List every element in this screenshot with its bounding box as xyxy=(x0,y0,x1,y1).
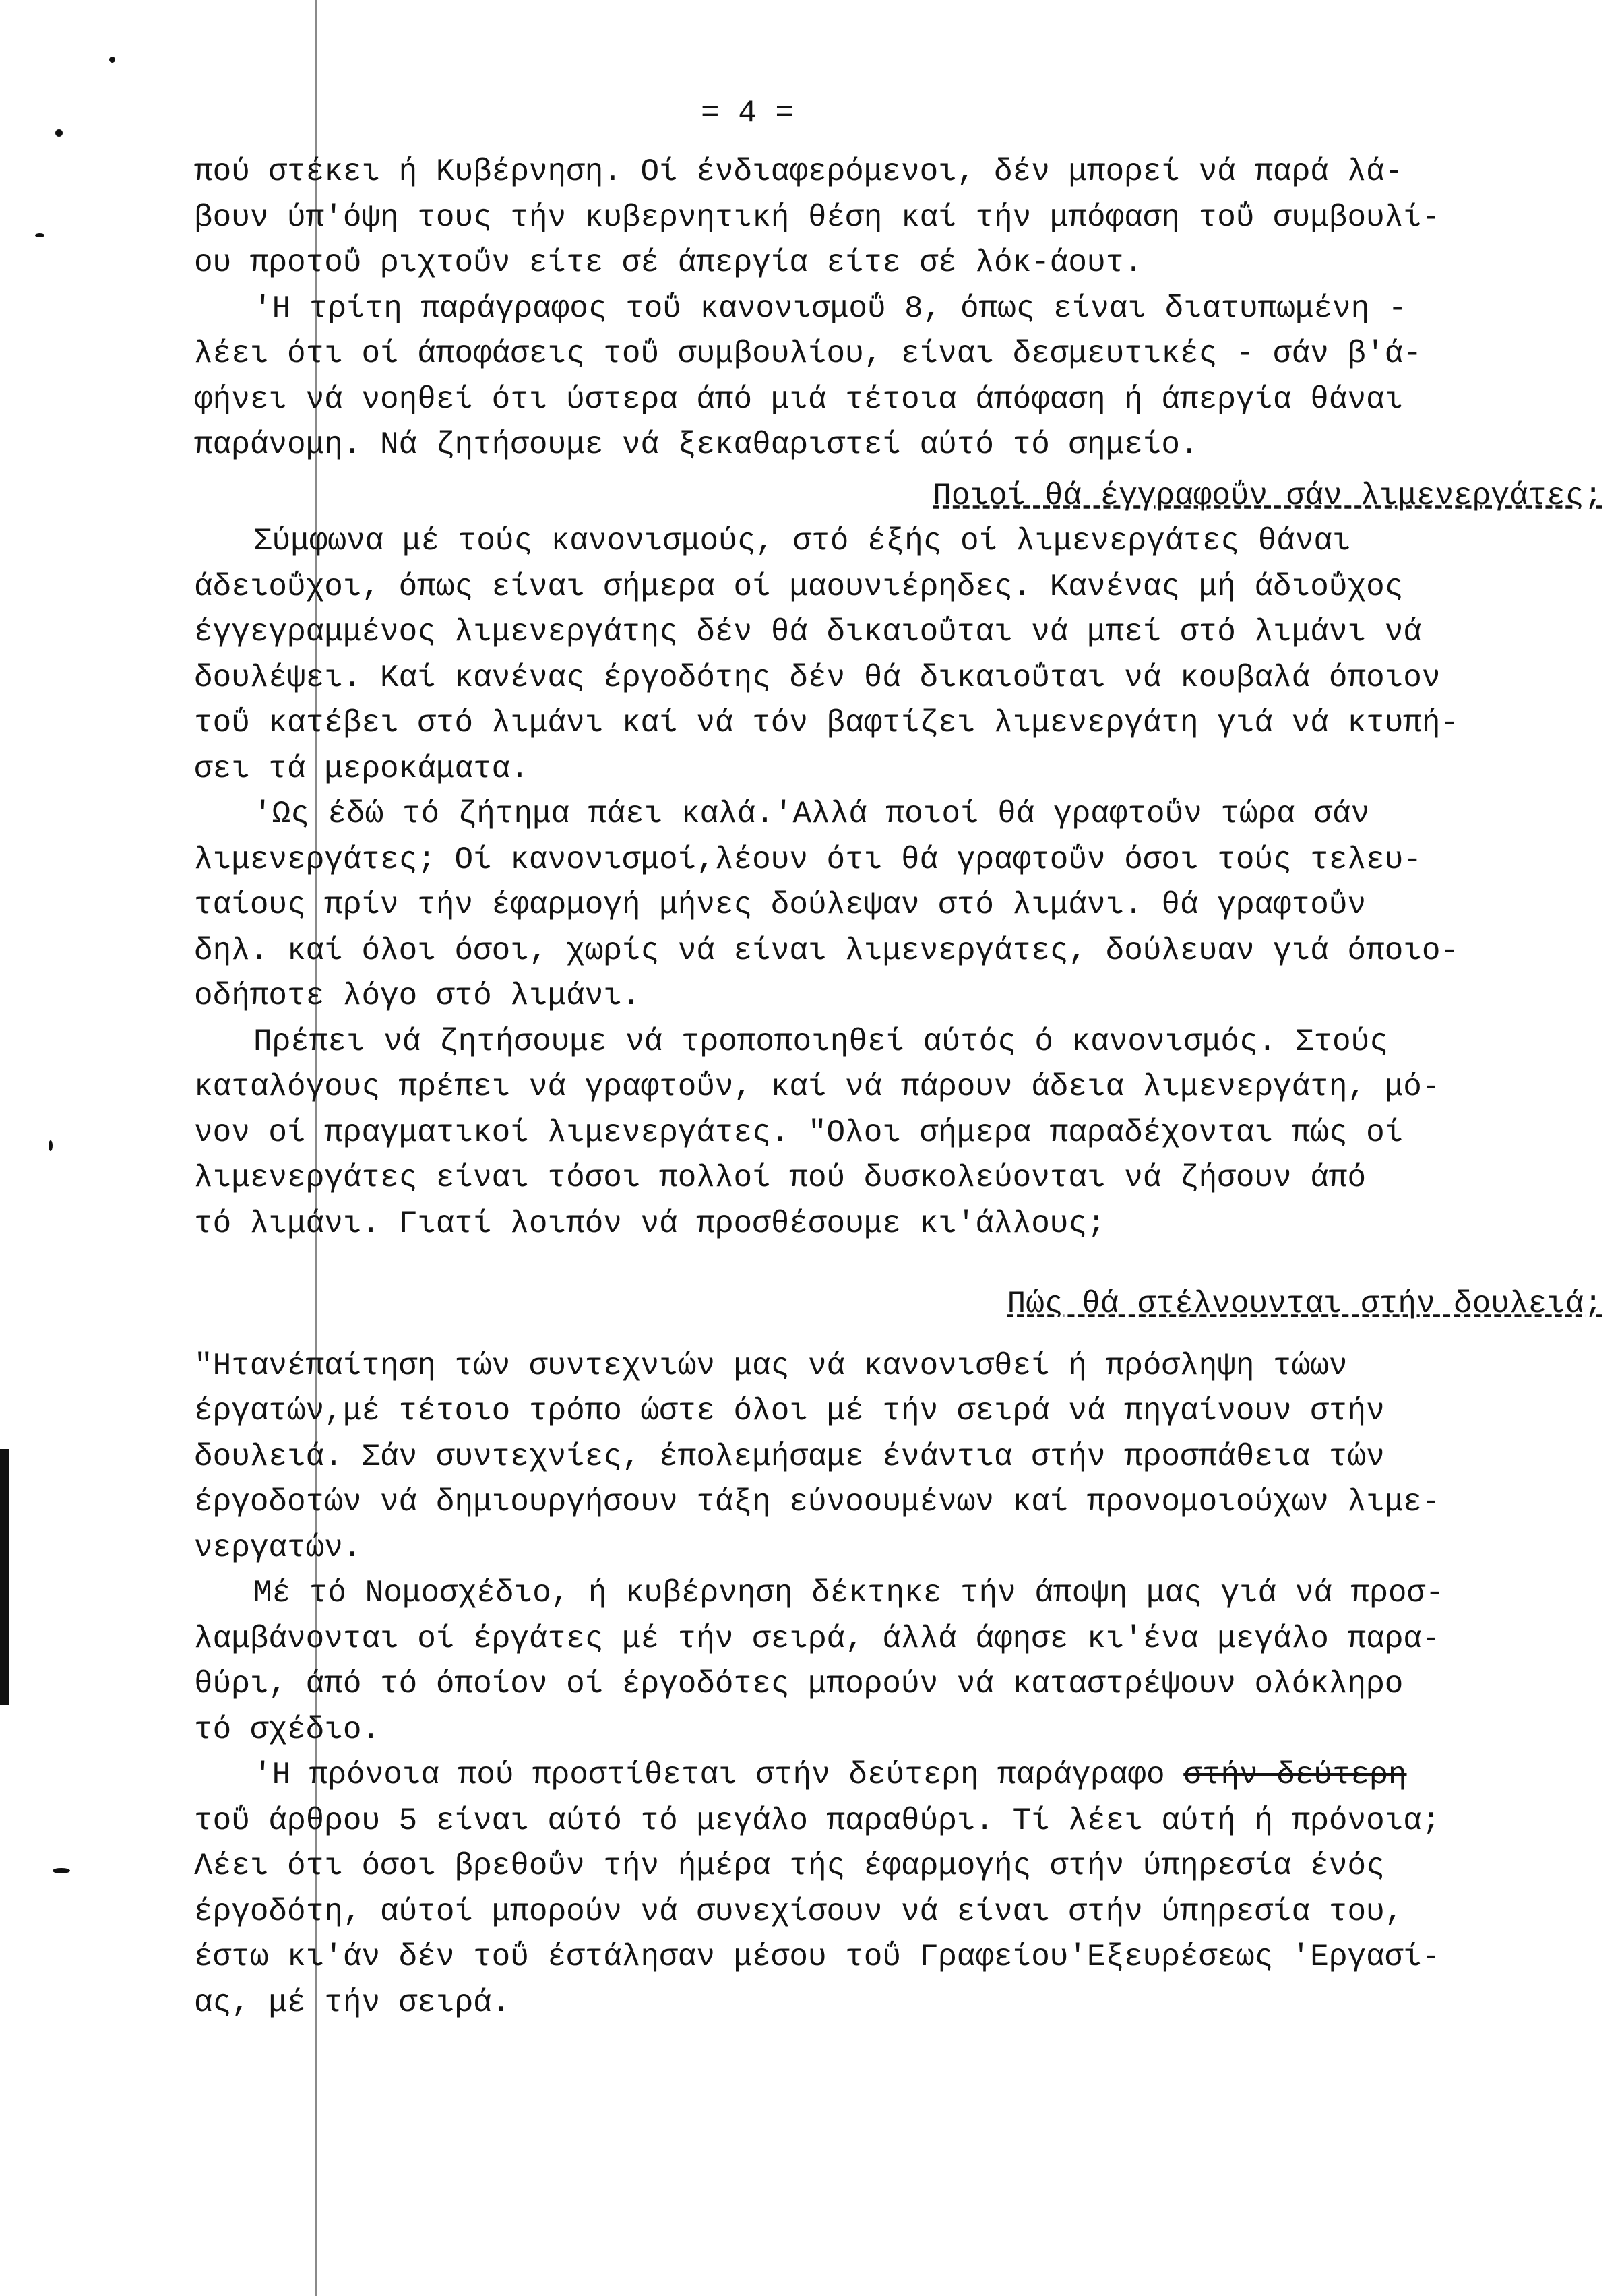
text-line: 'Ως έδώ τό ζήτημα πάει καλά.'Αλλά ποιοί θά γραφτοΰν τώρα σάν xyxy=(253,797,1370,832)
paragraph xyxy=(194,1571,1602,1753)
text-line: τοΰ κατέβει στό λιμάνι καί νά τόν βαφτίζει λιμενεργάτη γιά νά κτυπή- xyxy=(194,706,1460,741)
text-line: λιμενεργάτες; Οί κανονισμοί,λέουν ότι θά γραφτοΰν όσοι τούς τελευ- xyxy=(194,842,1422,877)
scan-speck xyxy=(49,1140,53,1151)
scan-speck xyxy=(109,57,115,63)
paragraph xyxy=(194,1344,1602,1572)
text-line: λιμενεργάτες είναι τόσοι πολλοί πού δυσκολεύονται νά ζήσουν άπό xyxy=(194,1160,1367,1196)
paragraph xyxy=(194,519,1602,792)
paragraph xyxy=(194,1753,1602,2026)
scan-speck xyxy=(55,129,63,137)
text-line: έργοδότη, αύτοί μπορούν νά συνεχίσουν νά είναι στήν ύπηρεσία του, xyxy=(194,1894,1404,1929)
text-line: έργοδοτών νά δημιουργήσουν τάξη εύνοουμένων καί προνομοιούχων λιμε- xyxy=(194,1485,1441,1520)
text-line: τό σχέδιο. xyxy=(194,1712,381,1747)
text-line: τοΰ άρθρου 5 είναι αύτό τό μεγάλο παραθύρι. Τί λέει αύτή ή πρόνοια; xyxy=(194,1803,1441,1838)
text-segment: 'Η πρόνοια πού προστίθεται στήν δεύτερη παράγραφο xyxy=(253,1758,1165,1793)
text-line: άδειοΰχοι, όπως είναι σήμερα οί μαουνιέρηδες. Κανένας μή άδιοΰχος xyxy=(194,569,1404,604)
text-line: βουν ύπ'όψη τους τήν κυβερνητική θέση καί τήν μπόφαση τοΰ συμβουλί- xyxy=(194,199,1441,235)
paragraph xyxy=(194,286,1602,468)
scan-speck xyxy=(53,1868,70,1873)
text-line: φήνει νά νοηθεί ότι ύστερα άπό μιά τέτοια άπόφαση ή άπεργία θάναι xyxy=(194,381,1404,417)
text-line: δηλ. καί όλοι όσοι, χωρίς νά είναι λιμενεργάτες, δούλευαν γιά όποιο- xyxy=(194,933,1460,968)
scan-edge-shadow xyxy=(0,1449,9,1705)
text-line: ου προτοΰ ριχτοΰν είτε σέ άπεργία είτε σέ λόκ-άουτ. xyxy=(194,245,1143,280)
paragraph xyxy=(194,150,1602,286)
text-line: τό λιμάνι. Γιατί λοιπόν νά προσθέσουμε κι'άλλους; xyxy=(194,1206,1106,1241)
page-number: = 4 = xyxy=(701,96,794,131)
text-line: έγγεγραμμένος λιμενεργάτης δέν θά δικαιοΰται νά μπεί στό λιμάνι νά xyxy=(194,615,1422,650)
text-line: οδήποτε λόγο στό λιμάνι. xyxy=(194,979,641,1014)
section-heading: Πώς θά στέλνουνται στήν δουλειά; xyxy=(1007,1286,1602,1322)
section-heading: Ποιοί θά έγγραφοΰν σάν λιμενεργάτες; xyxy=(933,478,1602,514)
text-line: Πρέπει νά ζητήσουμε νά τροποποιηθεί αύτός ό κανονισμός. Στούς xyxy=(253,1024,1388,1059)
text-line: λέει ότι οί άποφάσεις τοΰ συμβουλίου, είναι δεσμευτικές - σάν β'ά- xyxy=(194,336,1422,371)
text-line: λαμβάνονται οί έργάτες μέ τήν σειρά, άλλά άφησε κι'ένα μεγάλο παρα- xyxy=(194,1621,1441,1656)
text-line: νεργατών. xyxy=(194,1530,362,1565)
text-line: 'Η τρίτη παράγραφος τοΰ κανονισμοΰ 8, όπως είναι διατυπωμένη - xyxy=(253,290,1407,326)
text-line: σει τά μεροκάματα. xyxy=(194,751,529,786)
text-line: Λέει ότι όσοι βρεθοΰν τήν ήμέρα τής έφαρμογής στήν ύπηρεσία ένός xyxy=(194,1849,1385,1884)
text-line: "Ητανέπαίτηση τών συντεχνιών μας νά κανονισθεί ή πρόσληψη τώων xyxy=(194,1348,1348,1384)
text-line: δουλειά. Σάν συντεχνίες, έπολεμήσαμε ένάντια στήν προσπάθεια τών xyxy=(194,1439,1385,1475)
text-line: θύρι, άπό τό όποίον οί έργοδότες μπορούν νά καταστρέψουν ολόκληρο xyxy=(194,1667,1404,1702)
text-line: πού στέκει ή Κυβέρνηση. Οί ένδιαφερόμενοι, δέν μπορεί νά παρά λά- xyxy=(194,154,1404,189)
text-line: νον οί πραγματικοί λιμενεργάτες. "Ολοι σήμερα παραδέχονται πώς οί xyxy=(194,1115,1404,1150)
text-line: παράνομη. Νά ζητήσουμε νά ξεκαθαριστεί αύτό τό σημείο. xyxy=(194,427,1199,462)
text-line: ταίους πρίν τήν έφαρμογή μήνες δούλεψαν στό λιμάνι. θά γραφτοΰν xyxy=(194,888,1367,923)
text-line: καταλόγους πρέπει νά γραφτοΰν, καί νά πάρουν άδεια λιμενεργάτη, μό- xyxy=(194,1069,1441,1105)
scan-speck xyxy=(35,233,44,237)
text-line: ας, μέ τήν σειρά. xyxy=(194,1985,511,2020)
struck-text: στήν δεύτερη xyxy=(1183,1758,1407,1793)
text-line: έστω κι'άν δέν τοΰ έστάλησαν μέσου τοΰ Γραφείου'Εξευρέσεως 'Εργασί- xyxy=(194,1940,1441,1975)
text-line: δουλέψει. Καί κανένας έργοδότης δέν θά δικαιοΰται νά κουβαλά όποιον xyxy=(194,660,1441,695)
paragraph xyxy=(194,1020,1602,1247)
text-line xyxy=(253,1758,1407,1793)
body-text xyxy=(194,150,1602,2026)
text-line: έργατών,μέ τέτοιο τρόπο ώστε όλοι μέ τήν σειρά νά πηγαίνουν στήν xyxy=(194,1394,1385,1429)
text-line: Μέ τό Νομοσχέδιο, ή κυβέρνηση δέκτηκε τήν άποψη μας γιά νά προσ- xyxy=(253,1576,1444,1611)
text-line: Σύμφωνα μέ τούς κανονισμούς, στό έξής οί λιμενεργάτες θάναι xyxy=(253,524,1351,559)
paragraph xyxy=(194,792,1602,1020)
